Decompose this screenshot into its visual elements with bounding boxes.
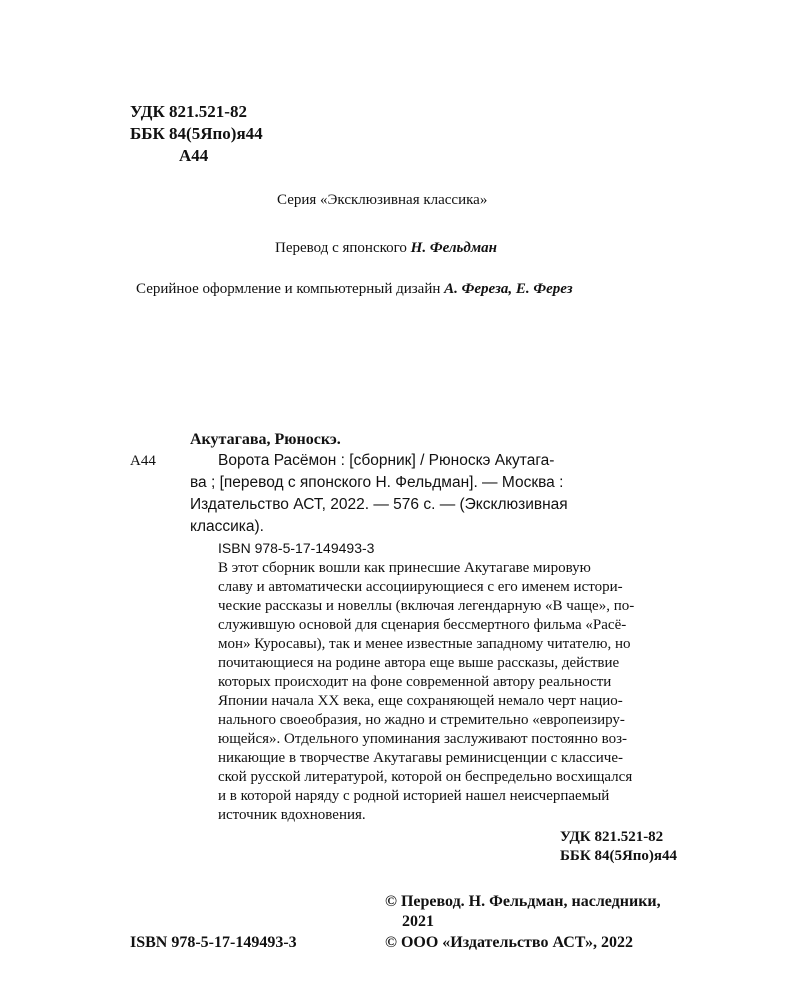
description-line: которых происходит на фоне современной автору реальности xyxy=(218,674,612,690)
copyright-translation: © Перевод. Н. Фельдман, наследники, xyxy=(385,893,661,910)
copyright-publisher: © ООО «Издательство АСТ», 2022 xyxy=(385,934,634,951)
translation-line xyxy=(275,240,497,257)
description-line: нального своеобразия, но жадно и стремительно «европеизиру- xyxy=(218,712,625,728)
record-title-line: ва ; [перевод с японского Н. Фельдман]. — Москва : xyxy=(190,474,564,491)
description-line: источник вдохновения. xyxy=(218,807,366,823)
description-line: ческие рассказы и новеллы (включая легендарную «В чаще», по- xyxy=(218,598,635,614)
description-line: славу и автоматически ассоциирующиеся с его именем истори- xyxy=(218,579,623,595)
record-title-line: Издательство АСТ, 2022. — 576 с. — (Эксклюзивная xyxy=(190,496,568,513)
record-isbn: ISBN 978-5-17-149493-3 xyxy=(218,540,375,556)
description-line: мон» Куросавы), так и менее известные западному читателю, но xyxy=(218,636,631,652)
record-udk: УДК 821.521-82 xyxy=(560,829,664,845)
description-line: никающие в творчестве Акутагавы реминисценции с классиче- xyxy=(218,750,623,766)
copyright-translation-year: 2021 xyxy=(402,913,434,930)
author-mark: А44 xyxy=(179,146,209,165)
description-line: ющейся». Отдельного упоминания заслуживают постоянно воз- xyxy=(218,731,628,747)
description-line: В этот сборник вошли как принесшие Акутагаве мировую xyxy=(218,560,591,576)
record-mark: А44 xyxy=(130,453,156,469)
description-line: и в которой наряду с родной историей нашел неисчерпаемый xyxy=(218,788,610,804)
design-line xyxy=(136,281,573,298)
translator-name: Н. Фельдман xyxy=(410,240,497,256)
footer-isbn: ISBN 978-5-17-149493-3 xyxy=(130,934,297,951)
series-line: Серия «Эксклюзивная классика» xyxy=(277,192,488,208)
description-line: ской русской литературой, которой он беспредельно восхищался xyxy=(218,769,633,785)
description-line: Японии начала XX века, еще сохраняющей немало черт нацио- xyxy=(218,693,623,709)
design-label: Серийное оформление и компьютерный дизайн xyxy=(136,281,445,297)
translation-label: Перевод с японского xyxy=(275,240,411,256)
description-line: служившую основой для сценария бессмертного фильма «Расё- xyxy=(218,617,627,633)
description-line: почитающиеся на родине автора еще выше рассказы, действие xyxy=(218,655,620,671)
record-author-heading: Акутагава, Рюноскэ. xyxy=(190,431,341,448)
udk-code: УДК 821.521-82 xyxy=(130,102,247,121)
designer-names: А. Фереза, Е. Ферез xyxy=(444,281,573,297)
record-title-line: классика). xyxy=(190,518,264,535)
record-title-line: Ворота Расёмон : [сборник] / Рюноскэ Акутага- xyxy=(218,452,555,469)
record-bbk: ББК 84(5Япо)я44 xyxy=(560,848,678,864)
bbk-code: ББК 84(5Япо)я44 xyxy=(130,124,263,143)
